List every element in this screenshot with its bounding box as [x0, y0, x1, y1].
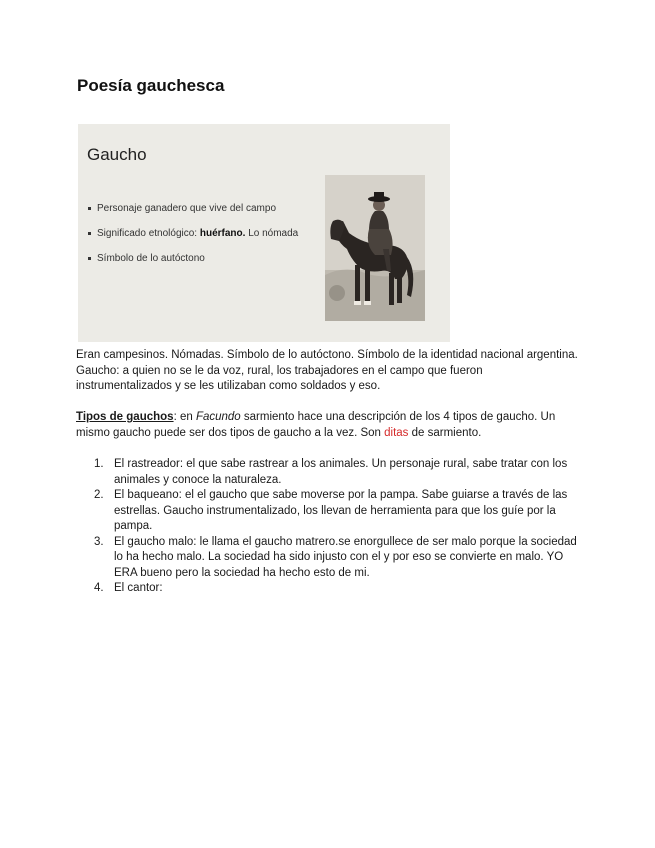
types-heading: Tipos de gauchos [76, 411, 174, 423]
document-title: Poesía gauchesca [77, 76, 225, 95]
slide-title: Gaucho [87, 145, 147, 164]
slide-bullet: Significado etnológico: huérfano. Lo nómada [88, 228, 308, 240]
intro-paragraph: Eran campesinos. Nómadas. Símbolo de lo autóctono. Símbolo de la identidad nacional argentina. Gaucho: a quien no se le da voz, rural, los trabajadores en el campo que fueron instrumentalizados y se les utilizaban como soldados y eso. [76, 349, 578, 392]
facundo-title: Facundo [195, 411, 241, 423]
embedded-slide-image [78, 124, 450, 342]
types-paragraph: Tipos de gauchos: en Facundo sarmiento hace una descripción de los 4 tipos de gaucho. Un mismo gaucho puede ser dos tipos de gaucho a la vez. Son ditas de sarmiento. [76, 411, 556, 439]
list-item: 4. El cantor: [94, 582, 163, 594]
misspelled-word: ditas [384, 426, 409, 439]
slide-bullet: Símbolo de lo autóctono [88, 253, 308, 265]
gaucho-types-list [94, 457, 578, 597]
gaucho-on-horse-photo [325, 175, 425, 321]
slide-bullet-list [88, 203, 308, 278]
slide-bullet: Personaje ganadero que vive del campo [88, 203, 308, 215]
list-item: 2. El baqueano: el el gaucho que sabe moverse por la pampa. Sabe guiarse a través de las estrellas. Gaucho instrumentalizado, los llevan de herramienta para que los guíe por la pampa. [94, 489, 568, 532]
list-item: 3. El gaucho malo: le llama el gaucho matrero.se enorgullece de ser malo porque la sociedad lo ha hecho malo. La sociedad ha sido injusto con el y por eso se convierte en malo. YO ERA bueno pero la sociedad ha hecho esto de mi. [94, 535, 577, 579]
gaucho-photo-drawing [325, 175, 425, 321]
list-item: 1. El rastreador: el que sabe rastrear a los animales. Un personaje rural, sabe tratar con los animales y conoce la naturaleza. [94, 458, 568, 486]
